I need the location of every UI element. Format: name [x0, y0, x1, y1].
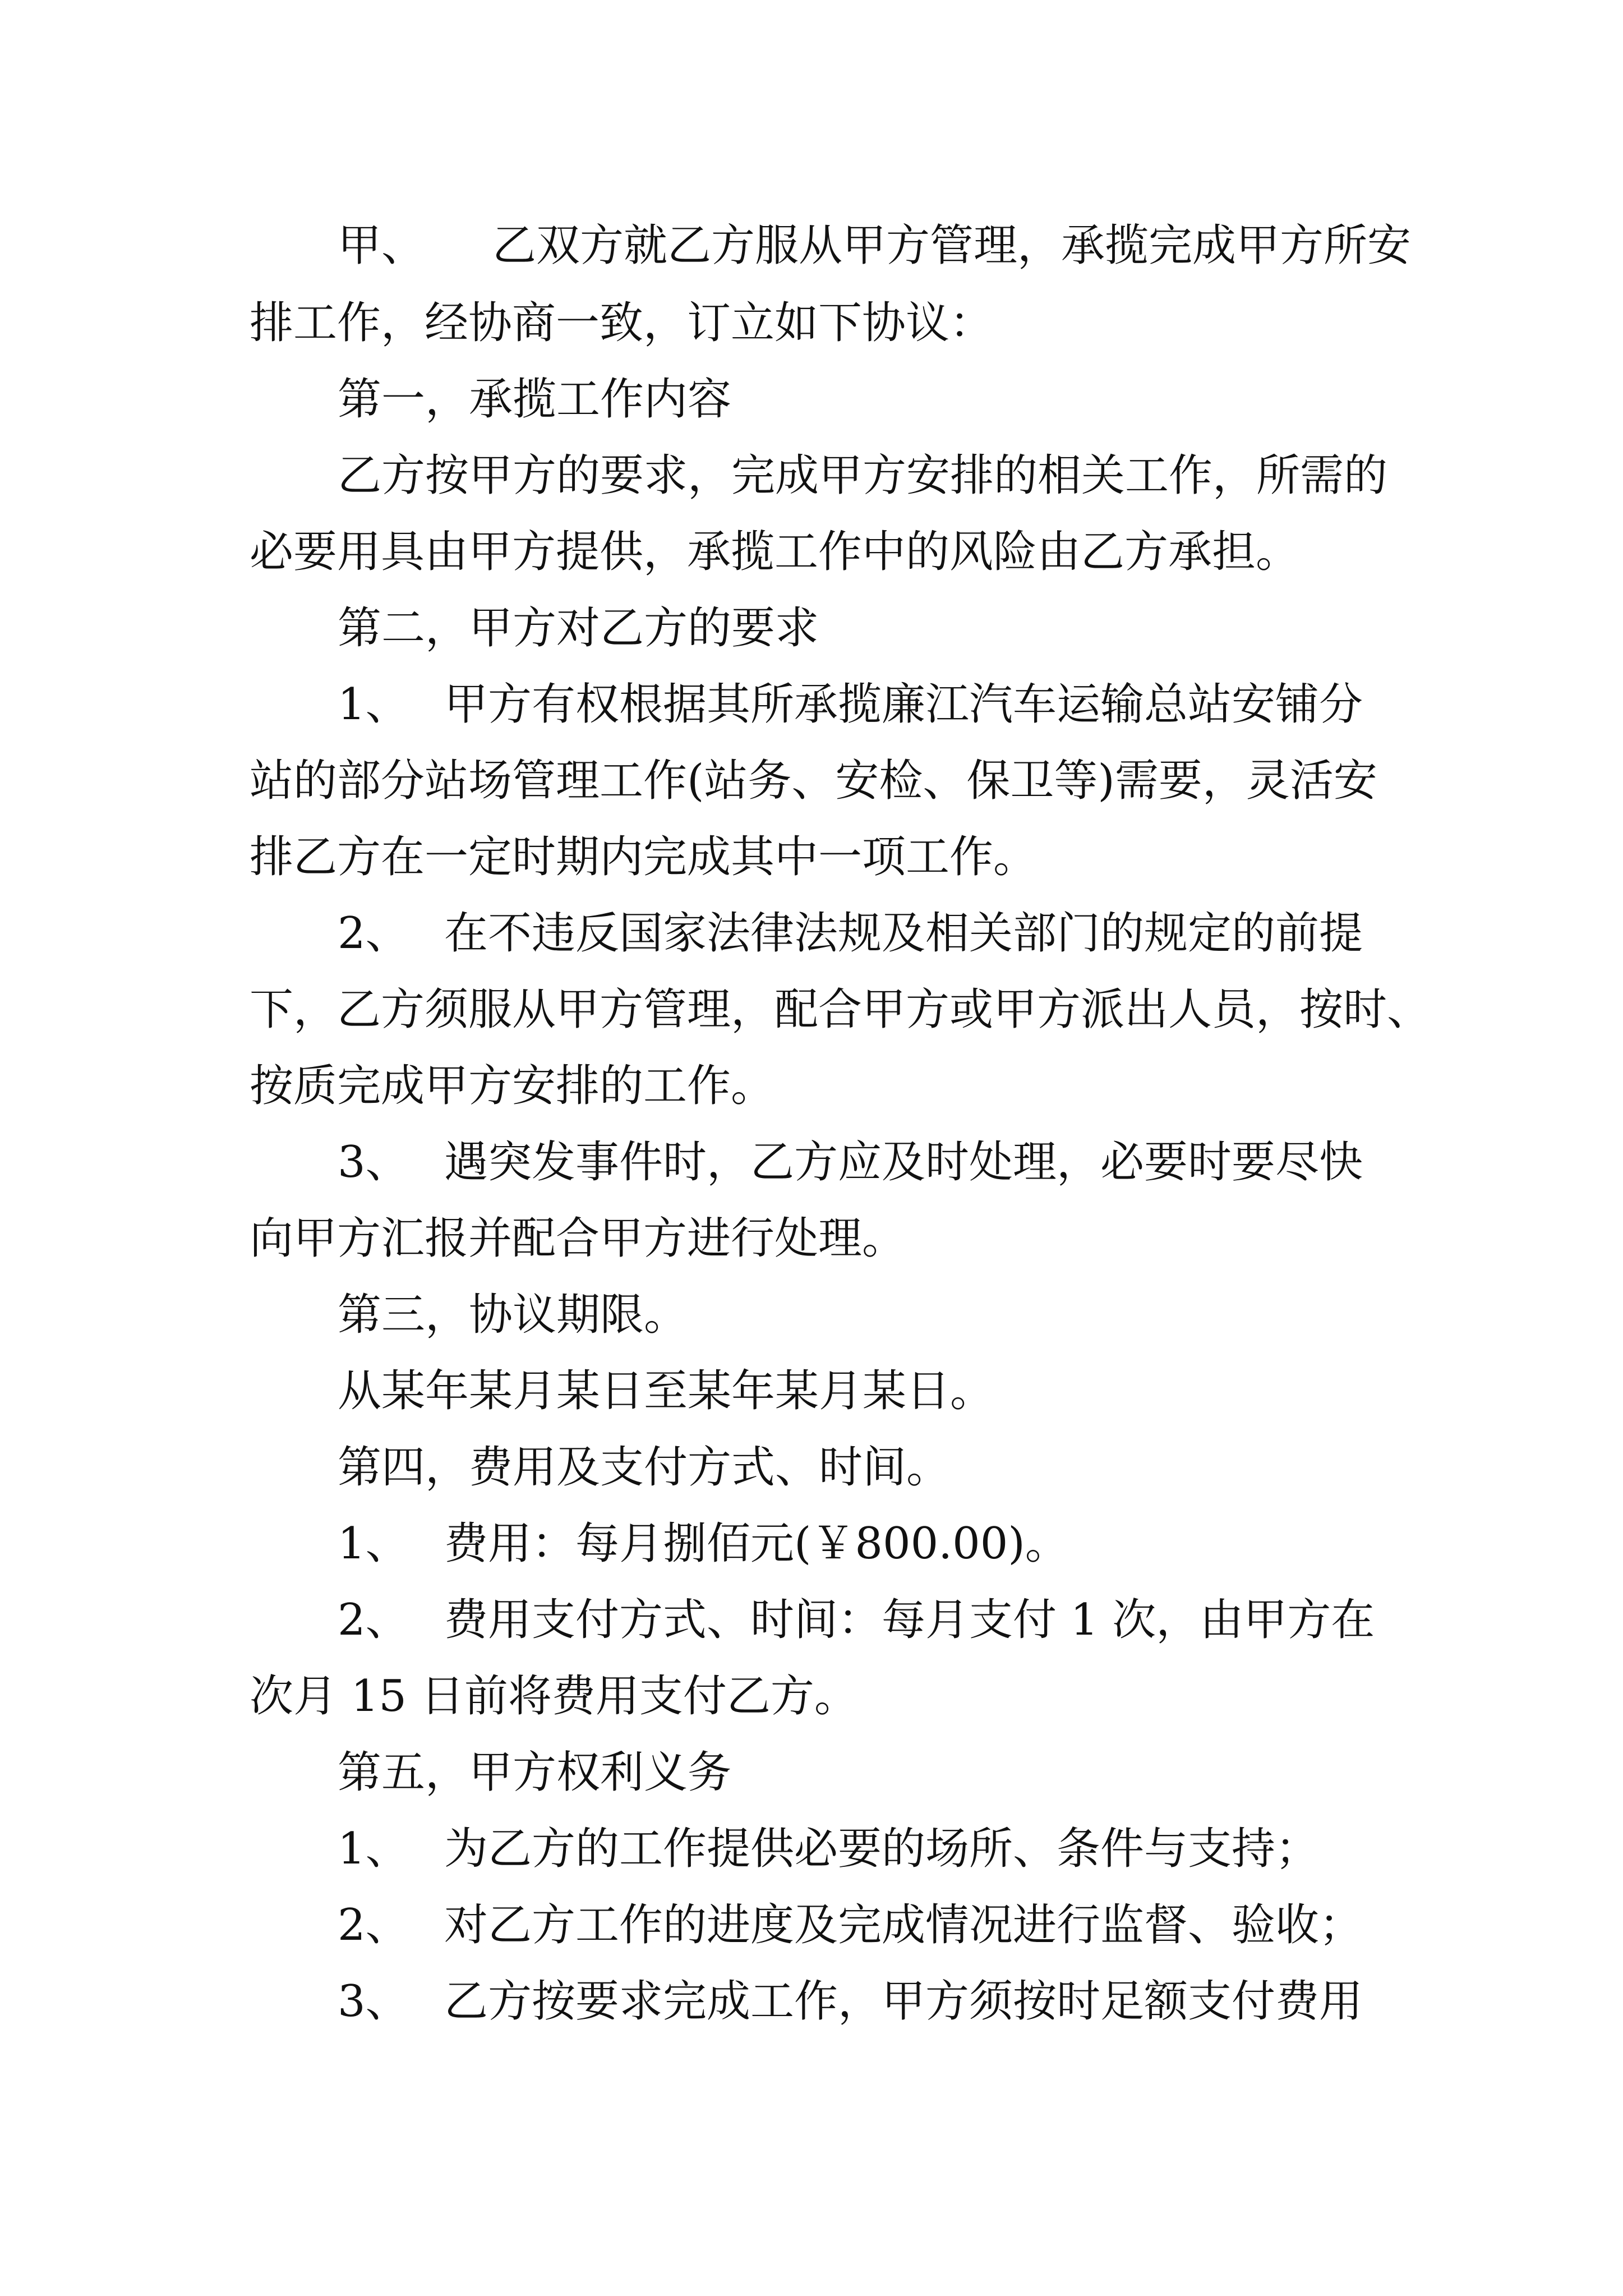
item-number: 1、: [338, 1519, 409, 1569]
item-number: 1、: [338, 679, 409, 730]
section-1-para-line-2: 必要用具由甲方提供，承揽工作中的风险由乙方承担。: [250, 527, 1300, 577]
section-4-item-1-line-1: [338, 1516, 1069, 1572]
section-5-item-2-line-1: [338, 1897, 1363, 1953]
item-text: 乙方按要求完成工作，甲方须按时足额支付费用: [444, 1976, 1363, 2027]
item-text: 遇突发事件时，乙方应及时处理，必要时要尽快: [444, 1137, 1363, 1188]
section-3-para: 从某年某月某日至某年某月某日。: [338, 1366, 994, 1416]
item-number: 2、: [338, 1595, 409, 1645]
item-number: 1、: [338, 1824, 409, 1874]
section-2-item-1-line-2: 站的部分站场管理工作(站务、安检、保卫等)需要，灵活安: [250, 756, 1377, 806]
section-2-item-2-line-3: 按质完成甲方安排的工作。: [250, 1061, 775, 1111]
item-text: 甲方有权根据其所承揽廉江汽车运输总站安铺分: [444, 679, 1363, 730]
section-2-heading: 第二，甲方对乙方的要求: [338, 603, 819, 654]
item-number: 2、: [338, 1900, 409, 1950]
intro-lead: 甲、: [338, 220, 426, 271]
item-text: 费用：每月捌佰元(￥800.00)。: [444, 1519, 1069, 1569]
section-2-item-3-line-1: [338, 1134, 1363, 1190]
section-4-item-2-line-1: [338, 1592, 1375, 1648]
intro-line-2: 排工作，经协商一致，订立如下协议：: [250, 298, 994, 348]
item-number: 3、: [338, 1137, 409, 1188]
item-number: 3、: [338, 1976, 409, 2027]
section-5-heading: 第五，甲方权利义务: [338, 1747, 732, 1798]
intro-line-1-rest: 乙双方就乙方服从甲方管理，承揽完成甲方所安: [492, 220, 1412, 271]
section-2-item-2-line-1: [338, 905, 1363, 961]
item-text: 费用支付方式、时间：每月支付 1 次，由甲方在: [444, 1595, 1375, 1645]
intro-line-1: [338, 218, 1411, 274]
section-1-heading: 第一，承揽工作内容: [338, 374, 732, 425]
section-1-para-line-1: 乙方按甲方的要求，完成甲方安排的相关工作，所需的: [338, 450, 1388, 501]
section-4-item-2-line-2: 次月 15 日前将费用支付乙方。: [250, 1671, 858, 1722]
section-4-heading: 第四，费用及支付方式、时间。: [338, 1442, 951, 1493]
section-2-item-1-line-3: 排乙方在一定时期内完成其中一项工作。: [250, 832, 1038, 882]
section-5-item-1-line-1: [338, 1821, 1319, 1877]
item-text: 对乙方工作的进度及完成情况进行监督、验收；: [444, 1900, 1363, 1950]
section-2-item-3-line-2: 向甲方汇报并配合甲方进行处理。: [250, 1213, 906, 1264]
section-3-heading: 第三，协议期限。: [338, 1290, 688, 1340]
item-text: 为乙方的工作提供必要的场所、条件与支持；: [444, 1824, 1320, 1874]
section-2-item-2-line-2: 下，乙方须服从甲方管理，配合甲方或甲方派出人员，按时、: [250, 984, 1431, 1035]
item-text: 在不违反国家法律法规及相关部门的规定的前提: [444, 908, 1363, 959]
section-5-item-3-line-1: [338, 1973, 1363, 2030]
item-number: 2、: [338, 908, 409, 959]
section-2-item-1-line-1: [338, 677, 1363, 733]
